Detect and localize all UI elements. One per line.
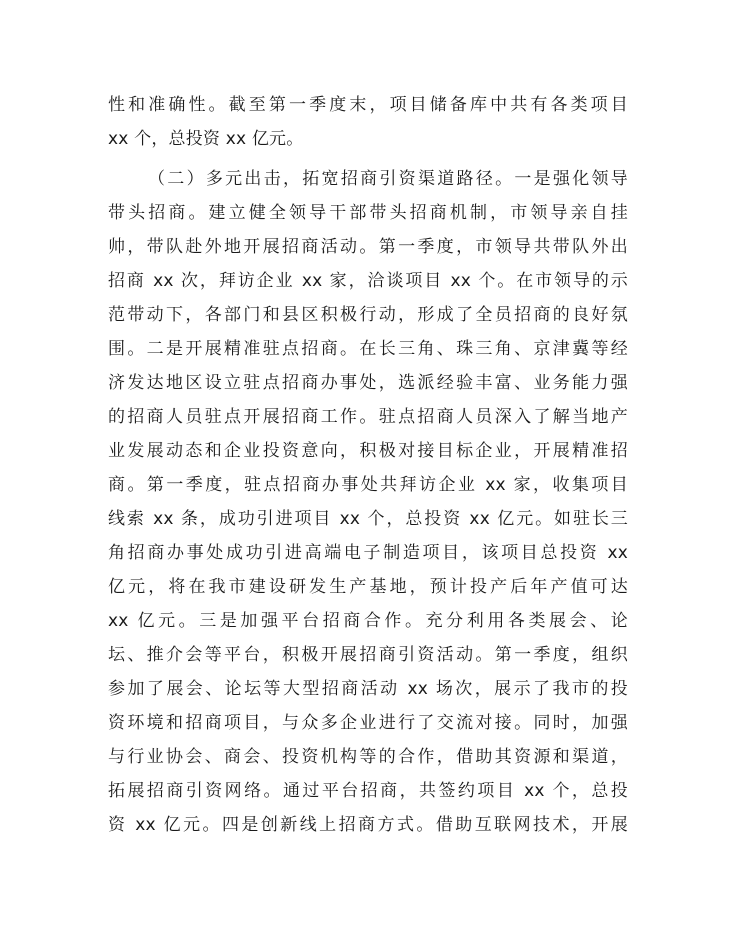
text-line-8: 围。二是开展精准驻点招商。在长三角、珠三角、京津冀等经	[108, 339, 628, 359]
text-line-19: 资环境和招商项目，与众多企业进行了交流对接。同时，加强	[108, 713, 628, 733]
text-line-15: 亿元，将在我市建设研发生产基地，预计投产后年产值可达	[108, 577, 628, 597]
text-line-21: 拓展招商引资网络。通过平台招商，共签约项目 xx 个，总投	[108, 781, 628, 801]
text-line-4: 带头招商。建立健全领导干部带头招商机制，市领导亲自挂	[108, 203, 628, 223]
text-line-3: （二）多元出击，拓宽招商引资渠道路径。一是强化领导	[148, 169, 628, 189]
text-line-1: 性和准确性。截至第一季度末，项目储备库中共有各类项目	[108, 95, 628, 115]
text-line-10: 的招商人员驻点开展招商工作。驻点招商人员深入了解当地产	[108, 407, 628, 427]
text-line-6: 招商 xx 次，拜访企业 xx 家，洽谈项目 xx 个。在市领导的示	[108, 271, 628, 291]
text-line-12: 商。第一季度，驻点招商办事处共拜访企业 xx 家，收集项目	[108, 475, 628, 495]
text-line-5: 帅，带队赴外地开展招商活动。第一季度，市领导共带队外出	[108, 237, 628, 257]
text-line-2: xx 个，总投资 xx 亿元。	[108, 129, 304, 149]
text-line-20: 与行业协会、商会、投资机构等的合作，借助其资源和渠道，	[108, 747, 628, 767]
text-line-7: 范带动下，各部门和县区积极行动，形成了全员招商的良好氛	[108, 305, 628, 325]
text-line-9: 济发达地区设立驻点招商办事处，选派经验丰富、业务能力强	[108, 373, 628, 393]
text-line-22: 资 xx 亿元。四是创新线上招商方式。借助互联网技术，开展	[108, 815, 628, 835]
text-line-13: 线索 xx 条，成功引进项目 xx 个，总投资 xx 亿元。如驻长三	[108, 509, 628, 529]
text-line-16: xx 亿元。三是加强平台招商合作。充分利用各类展会、论	[108, 611, 628, 631]
text-line-17: 坛、推介会等平台，积极开展招商引资活动。第一季度，组织	[108, 645, 628, 665]
text-line-11: 业发展动态和企业投资意向，积极对接目标企业，开展精准招	[108, 441, 628, 461]
text-line-14: 角招商办事处成功引进高端电子制造项目，该项目总投资 xx	[108, 543, 628, 563]
text-line-18: 参加了展会、论坛等大型招商活动 xx 场次，展示了我市的投	[108, 679, 628, 699]
